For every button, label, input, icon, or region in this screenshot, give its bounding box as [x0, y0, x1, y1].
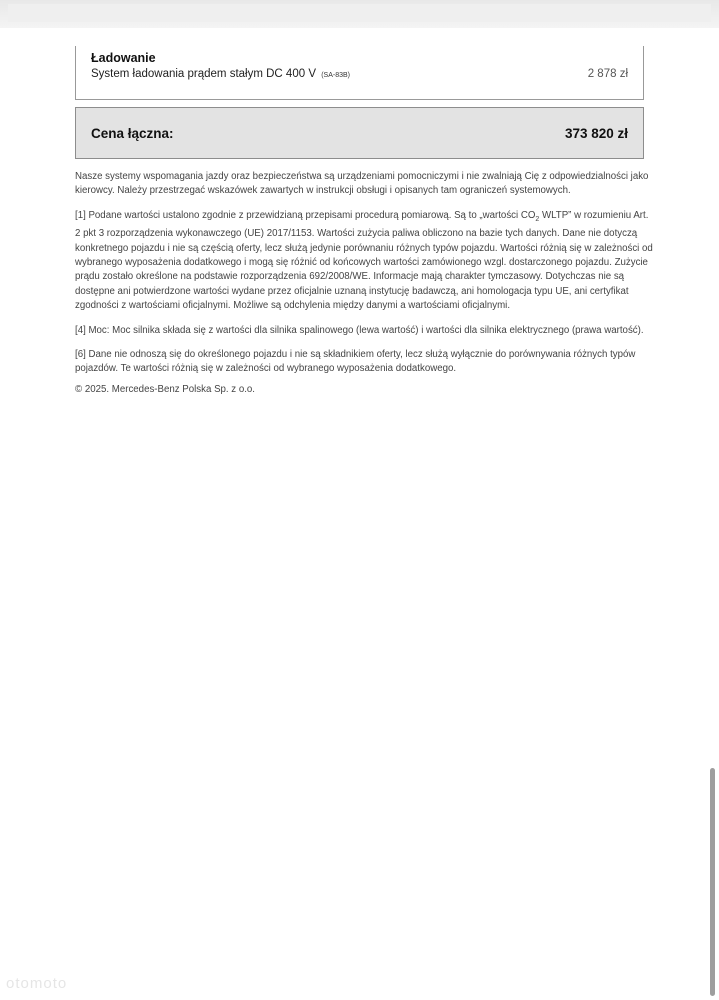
total-value: 373 820 zł [564, 126, 628, 141]
top-bar-inner [8, 4, 711, 22]
footnote-4: [4] Moc: Moc silnika składa się z wartości dla silnika spalinowego (lewa wartość) i wartości dla silnika elektrycznego (prawa wartość). [75, 324, 644, 336]
item-label-row [91, 68, 350, 80]
scrollbar-thumb[interactable] [710, 768, 715, 996]
legal-notes [75, 170, 655, 407]
top-bar [0, 0, 719, 28]
footnote-6: [6] Dane nie odnoszą się do określonego pojazdu i nie są składnikiem oferty, lecz służą wyłącznie do porównywania różnych typów pojazdów. Te wartości różnią się w zależności od wybranego wyposażenia dodatkowego. [75, 349, 636, 375]
footnote-1-subscript: 2 [535, 215, 540, 223]
safety-note: Nasze systemy wspomagania jazdy oraz bezpieczeństwa są urządzeniami pomocniczymi i nie zwalniają Cię z odpowiedzialności jako kierowcy. Należy przestrzegać wskazówek zawartych w instrukcji obsługi i opisanych tam ograniczeń systemowych. [75, 171, 649, 197]
item-title: Ładowanie [91, 51, 156, 65]
watermark-logo: otomoto [6, 975, 68, 992]
charging-item-card [75, 46, 644, 100]
item-price: 2 878 zł [587, 68, 628, 80]
footnote-1-part-b: WLTP” w rozumieniu Art. 2 pkt 3 rozporządzenia wykonawczego (UE) 2017/1153. Wartości zużycia paliwa obliczono na bazie tych danych. Dane nie dotyczą konkretnego pojazdu i nie są częścią oferty, lecz służą jedynie porównaniu różnych typów pojazdu. Wartości różnią się w zależności od wybranego wyposażenia dodatkowego i mogą się różnić od końcowych wartości zamówionego wzgl. dostarczonego pojazdu. Zużycie prądu zostało określone na podstawie rozporządzenia 692/2008/WE. Informacje mają charakter tymczasowy. Dotychczas nie są dostępne ani potwierdzone wartości wydane przez oficjalnie uznaną instytucję badawczą, ani homologacja typu UE, ani certyfikat zgodności z wartościami oficjalnymi. Możliwe są odchylenia między danymi a wartościami oficjalnymi. [75, 209, 653, 312]
item-label: System ładowania prądem stałym DC 400 V [91, 68, 316, 80]
copyright: © 2025. Mercedes-Benz Polska Sp. z o.o. [75, 383, 255, 395]
total-label: Cena łączna: [91, 126, 174, 141]
footnote-1-part-a: [1] Podane wartości ustalono zgodnie z przewidzianą przepisami procedurą pomiarową. Są to „wartości CO [75, 209, 536, 221]
footnote-1 [75, 209, 655, 314]
item-code: (SA-83B) [321, 72, 350, 79]
total-price-card [75, 107, 644, 159]
